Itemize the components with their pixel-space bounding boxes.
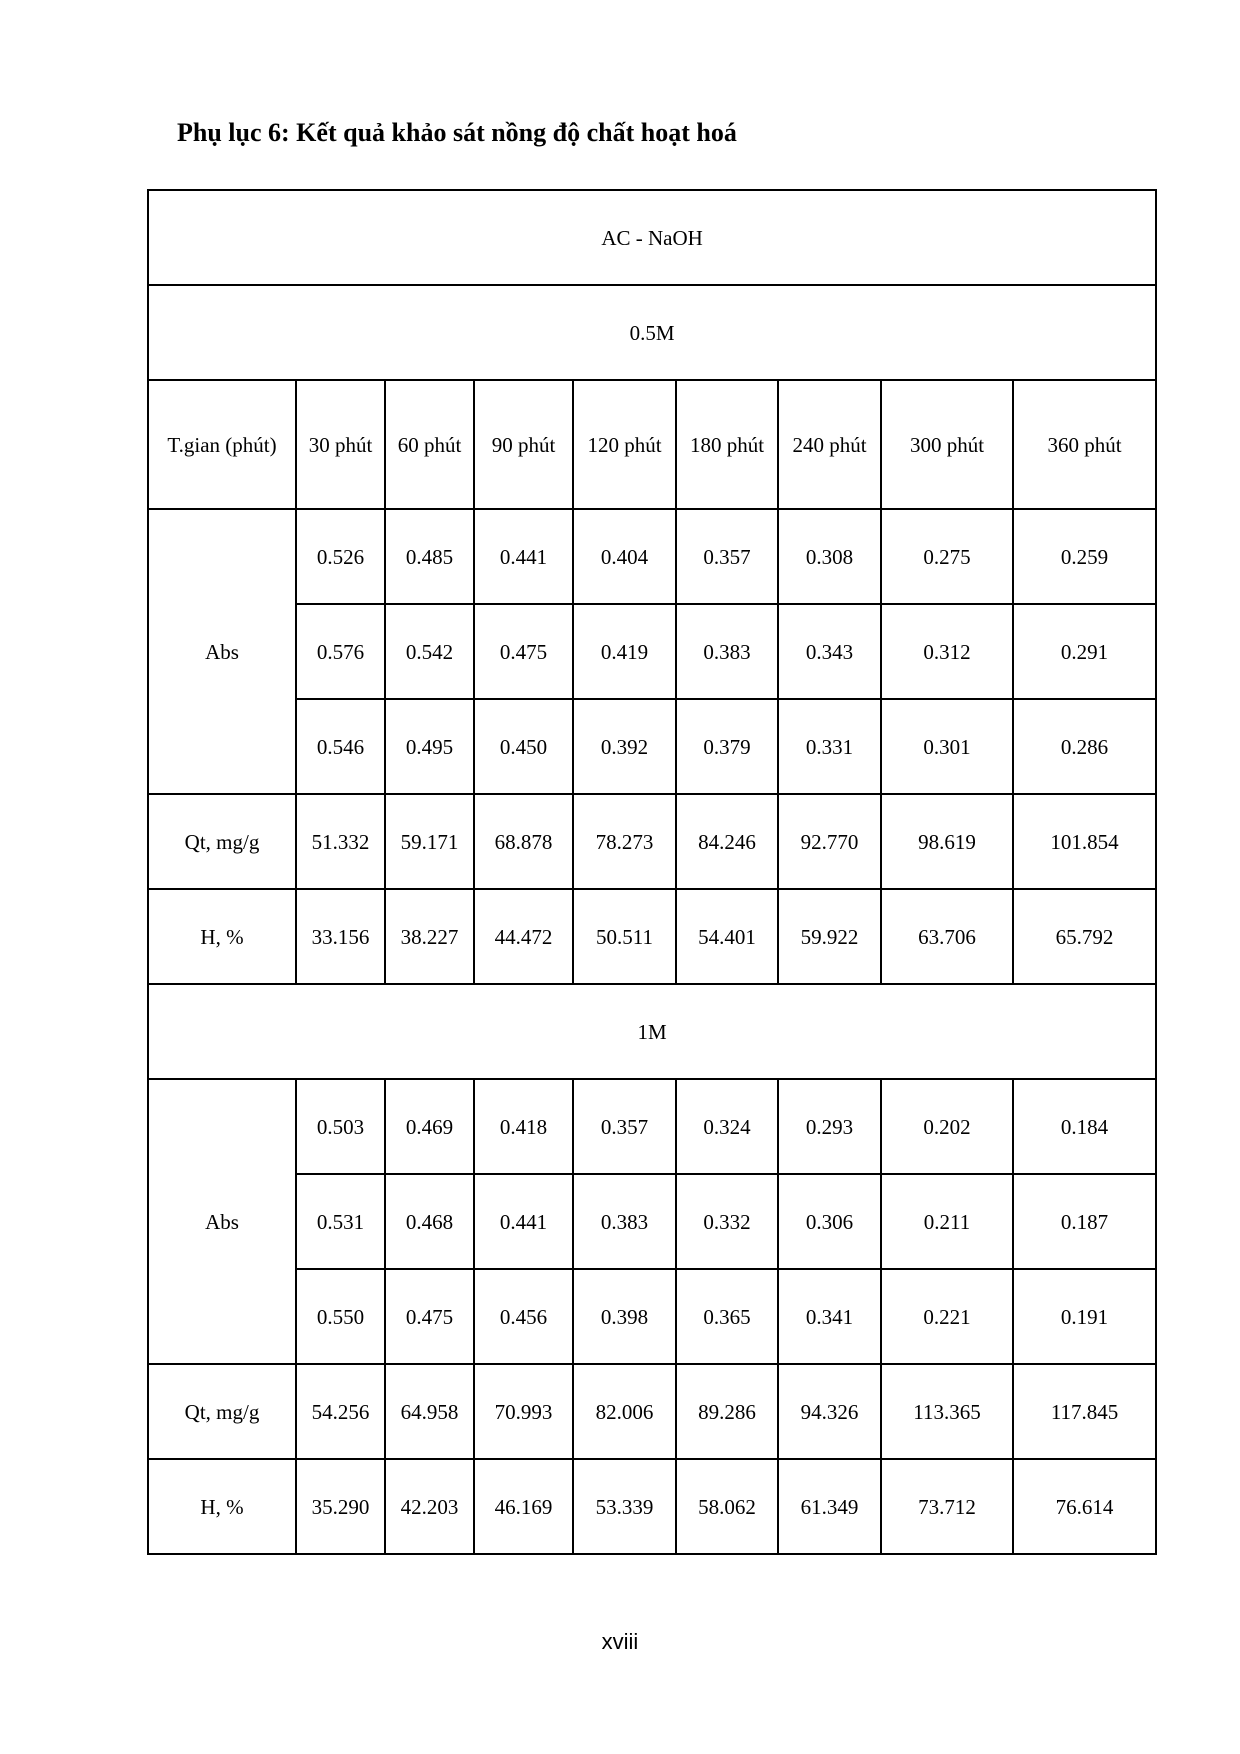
qt-label: Qt, mg/g <box>148 1364 296 1459</box>
abs-value-cell: 0.456 <box>474 1269 573 1364</box>
abs-row <box>148 1174 1156 1269</box>
h-value-cell: 33.156 <box>296 889 385 984</box>
abs-value-cell: 0.293 <box>778 1079 881 1174</box>
abs-value-cell: 0.441 <box>474 509 573 604</box>
page-number: xviii <box>601 1629 639 1654</box>
qt-value-cell: 89.286 <box>676 1364 778 1459</box>
qt-value-cell: 84.246 <box>676 794 778 889</box>
qt-value-cell: 59.171 <box>385 794 474 889</box>
abs-value-cell: 0.503 <box>296 1079 385 1174</box>
abs-value-cell: 0.398 <box>573 1269 676 1364</box>
abs-row <box>148 604 1156 699</box>
abs-value-cell: 0.475 <box>474 604 573 699</box>
abs-value-cell: 0.324 <box>676 1079 778 1174</box>
h-value-cell: 58.062 <box>676 1459 778 1554</box>
h-value-cell: 59.922 <box>778 889 881 984</box>
abs-value-cell: 0.365 <box>676 1269 778 1364</box>
time-header-cell: 360 phút <box>1013 380 1156 509</box>
h-value-cell: 50.511 <box>573 889 676 984</box>
qt-value-cell: 113.365 <box>881 1364 1013 1459</box>
h-value-cell: 53.339 <box>573 1459 676 1554</box>
qt-value-cell: 94.326 <box>778 1364 881 1459</box>
h-label: H, % <box>148 1459 296 1554</box>
table-title-row <box>148 190 1156 285</box>
abs-value-cell: 0.202 <box>881 1079 1013 1174</box>
abs-row <box>148 699 1156 794</box>
abs-value-cell: 0.211 <box>881 1174 1013 1269</box>
concentration-label: 1M <box>148 984 1156 1079</box>
abs-value-cell: 0.392 <box>573 699 676 794</box>
abs-value-cell: 0.357 <box>676 509 778 604</box>
qt-value-cell: 82.006 <box>573 1364 676 1459</box>
h-value-cell: 63.706 <box>881 889 1013 984</box>
abs-value-cell: 0.343 <box>778 604 881 699</box>
abs-value-cell: 0.331 <box>778 699 881 794</box>
time-header-cell: 240 phút <box>778 380 881 509</box>
h-label: H, % <box>148 889 296 984</box>
abs-label: Abs <box>148 1079 296 1364</box>
abs-value-cell: 0.286 <box>1013 699 1156 794</box>
concentration-row <box>148 285 1156 380</box>
h-value-cell: 42.203 <box>385 1459 474 1554</box>
page-heading: Phụ lục 6: Kết quả khảo sát nồng độ chất hoạt hoá <box>177 118 737 147</box>
time-header-label: T.gian (phút) <box>148 380 296 509</box>
concentration-row <box>148 984 1156 1079</box>
qt-value-cell: 117.845 <box>1013 1364 1156 1459</box>
time-header-cell: 30 phút <box>296 380 385 509</box>
abs-value-cell: 0.191 <box>1013 1269 1156 1364</box>
time-header-cell: 90 phút <box>474 380 573 509</box>
abs-value-cell: 0.291 <box>1013 604 1156 699</box>
qt-value-cell: 92.770 <box>778 794 881 889</box>
abs-value-cell: 0.308 <box>778 509 881 604</box>
abs-value-cell: 0.184 <box>1013 1079 1156 1174</box>
h-value-cell: 46.169 <box>474 1459 573 1554</box>
h-value-cell: 61.349 <box>778 1459 881 1554</box>
qt-row <box>148 1364 1156 1459</box>
abs-value-cell: 0.187 <box>1013 1174 1156 1269</box>
qt-label: Qt, mg/g <box>148 794 296 889</box>
h-value-cell: 73.712 <box>881 1459 1013 1554</box>
abs-value-cell: 0.441 <box>474 1174 573 1269</box>
qt-value-cell: 51.332 <box>296 794 385 889</box>
qt-value-cell: 98.619 <box>881 794 1013 889</box>
abs-value-cell: 0.259 <box>1013 509 1156 604</box>
h-value-cell: 38.227 <box>385 889 474 984</box>
table-body <box>148 190 1156 1554</box>
concentration-label: 0.5M <box>148 285 1156 380</box>
qt-value-cell: 101.854 <box>1013 794 1156 889</box>
h-value-cell: 65.792 <box>1013 889 1156 984</box>
abs-value-cell: 0.357 <box>573 1079 676 1174</box>
abs-value-cell: 0.419 <box>573 604 676 699</box>
abs-row <box>148 1269 1156 1364</box>
abs-value-cell: 0.469 <box>385 1079 474 1174</box>
abs-value-cell: 0.221 <box>881 1269 1013 1364</box>
abs-value-cell: 0.332 <box>676 1174 778 1269</box>
abs-value-cell: 0.531 <box>296 1174 385 1269</box>
qt-value-cell: 70.993 <box>474 1364 573 1459</box>
h-value-cell: 54.401 <box>676 889 778 984</box>
table-title: AC - NaOH <box>148 190 1156 285</box>
abs-value-cell: 0.341 <box>778 1269 881 1364</box>
time-header-cell: 60 phút <box>385 380 474 509</box>
qt-row <box>148 794 1156 889</box>
qt-value-cell: 64.958 <box>385 1364 474 1459</box>
qt-value-cell: 68.878 <box>474 794 573 889</box>
time-header-cell: 180 phút <box>676 380 778 509</box>
data-table <box>147 189 1157 1555</box>
abs-value-cell: 0.475 <box>385 1269 474 1364</box>
abs-value-cell: 0.526 <box>296 509 385 604</box>
time-header-cell: 300 phút <box>881 380 1013 509</box>
abs-value-cell: 0.550 <box>296 1269 385 1364</box>
qt-value-cell: 78.273 <box>573 794 676 889</box>
abs-value-cell: 0.383 <box>573 1174 676 1269</box>
time-header-row <box>148 380 1156 509</box>
abs-value-cell: 0.495 <box>385 699 474 794</box>
h-value-cell: 44.472 <box>474 889 573 984</box>
abs-value-cell: 0.301 <box>881 699 1013 794</box>
abs-value-cell: 0.404 <box>573 509 676 604</box>
abs-label: Abs <box>148 509 296 794</box>
abs-value-cell: 0.576 <box>296 604 385 699</box>
h-value-cell: 35.290 <box>296 1459 385 1554</box>
h-row <box>148 889 1156 984</box>
h-row <box>148 1459 1156 1554</box>
qt-value-cell: 54.256 <box>296 1364 385 1459</box>
abs-value-cell: 0.546 <box>296 699 385 794</box>
abs-value-cell: 0.306 <box>778 1174 881 1269</box>
abs-value-cell: 0.418 <box>474 1079 573 1174</box>
h-value-cell: 76.614 <box>1013 1459 1156 1554</box>
abs-value-cell: 0.383 <box>676 604 778 699</box>
abs-value-cell: 0.312 <box>881 604 1013 699</box>
time-header-cell: 120 phút <box>573 380 676 509</box>
abs-value-cell: 0.485 <box>385 509 474 604</box>
abs-value-cell: 0.379 <box>676 699 778 794</box>
abs-value-cell: 0.468 <box>385 1174 474 1269</box>
abs-row <box>148 1079 1156 1174</box>
abs-row <box>148 509 1156 604</box>
abs-value-cell: 0.542 <box>385 604 474 699</box>
abs-value-cell: 0.450 <box>474 699 573 794</box>
abs-value-cell: 0.275 <box>881 509 1013 604</box>
